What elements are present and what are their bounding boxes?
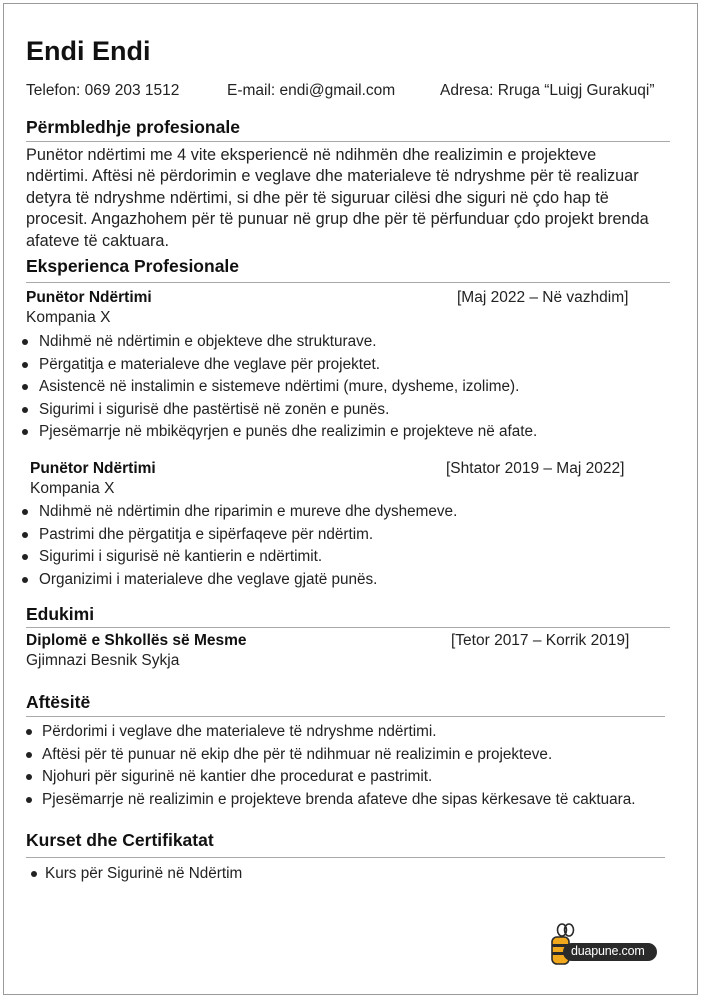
list-item: Pjesëmarrje në realizimin e projekteve brenda afateve dhe sipas kërkesave të caktuara. <box>26 789 636 812</box>
job-bullet-list <box>22 331 537 444</box>
bullet-icon <box>22 554 28 560</box>
summary-line: procesit. Angazhohem për të punuar në grup dhe për të përfunduar çdo projekt brenda <box>26 210 649 229</box>
list-item: Ndihmë në ndërtimin dhe riparimin e mureve dhe dyshemeve. <box>22 501 457 524</box>
bullet-icon <box>22 362 28 368</box>
list-item: Aftësi për të punuar në ekip dhe për të ndihmuar në realizimin e projekteve. <box>26 744 636 767</box>
job-company: Kompania X <box>26 309 111 326</box>
list-item: Përdorimi i veglave dhe materialeve të ndryshme ndërtimi. <box>26 721 636 744</box>
job-title: Punëtor Ndërtimi <box>30 460 156 477</box>
phone-number: Telefon: 069 203 1512 <box>26 82 180 99</box>
summary-paragraph <box>26 145 681 252</box>
education-dates: [Tetor 2017 – Korrik 2019] <box>451 632 630 649</box>
courses-list <box>31 863 242 886</box>
school-name: Gjimnazi Besnik Sykja <box>26 652 180 669</box>
experience-divider <box>26 282 670 283</box>
bullet-icon <box>22 407 28 413</box>
skills-list <box>26 721 636 811</box>
list-item: Sigurimi i sigurisë dhe pastërtisë në zonën e punës. <box>22 399 537 422</box>
list-item: Njohuri për sigurinë në kantier dhe procedurat e pastrimit. <box>26 766 636 789</box>
job-title: Punëtor Ndërtimi <box>26 289 152 306</box>
email-address: E-mail: endi@gmail.com <box>227 82 396 99</box>
job-dates: [Maj 2022 – Në vazhdim] <box>457 289 629 306</box>
experience-title: Eksperienca Profesionale <box>26 256 240 276</box>
courses-title: Kurset dhe Certifikatat <box>26 830 214 850</box>
bullet-icon <box>31 871 37 877</box>
courses-divider <box>26 857 665 858</box>
summary-line: detyra të ndryshme ndërtimi, si dhe për të siguruar cilësi dhe siguri në çdo hap të <box>26 188 609 207</box>
list-item: Organizimi i materialeve dhe veglave gjatë punës. <box>22 569 457 592</box>
logo-text: duapune.com <box>571 944 645 958</box>
bullet-icon <box>26 729 32 735</box>
summary-title: Përmbledhje profesionale <box>26 117 240 137</box>
list-item: Përgatitja e materialeve dhe veglave për projektet. <box>22 354 537 377</box>
duapune-logo <box>549 922 657 966</box>
bullet-icon <box>22 532 28 538</box>
bullet-icon <box>22 509 28 515</box>
education-title: Edukimi <box>26 604 95 624</box>
job-dates: [Shtator 2019 – Maj 2022] <box>446 460 625 477</box>
home-address: Adresa: Rruga “Luigj Gurakuqi” <box>440 82 655 99</box>
list-item: Asistencë në instalimin e sistemeve ndërtimi (mure, dysheme, izolime). <box>22 376 537 399</box>
bullet-icon <box>22 429 28 435</box>
skills-divider <box>26 716 665 717</box>
bullet-icon <box>22 339 28 345</box>
bullet-icon <box>22 384 28 390</box>
list-item: Pastrimi dhe përgatitja e sipërfaqeve për ndërtim. <box>22 524 457 547</box>
degree-title: Diplomë e Shkollës së Mesme <box>26 632 247 649</box>
summary-divider <box>26 141 670 142</box>
bullet-icon <box>26 774 32 780</box>
list-item: Sigurimi i sigurisë në kantierin e ndërtimit. <box>22 546 457 569</box>
summary-line: Punëtor ndërtimi me 4 vite eksperiencë në ndihmën dhe realizimin e projekteve <box>26 146 597 164</box>
list-item: Kurs për Sigurinë në Ndërtim <box>31 863 242 886</box>
bullet-icon <box>26 752 32 758</box>
education-divider <box>26 627 670 628</box>
candidate-name: Endi Endi <box>26 36 151 66</box>
bullet-icon <box>26 797 32 803</box>
job-company: Kompania X <box>30 480 115 497</box>
list-item: Ndihmë në ndërtimin e objekteve dhe strukturave. <box>22 331 537 354</box>
list-item: Pjesëmarrje në mbikëqyrjen e punës dhe realizimin e projekteve në afate. <box>22 421 537 444</box>
job-bullet-list <box>22 501 457 591</box>
summary-line: afateve të caktuara. <box>26 231 170 250</box>
bullet-icon <box>22 577 28 583</box>
summary-line: ndërtimi. Aftësi në përdorimin e veglave dhe materialeve të ndryshme për të realizuar <box>26 167 639 186</box>
skills-title: Aftësitë <box>26 692 91 712</box>
